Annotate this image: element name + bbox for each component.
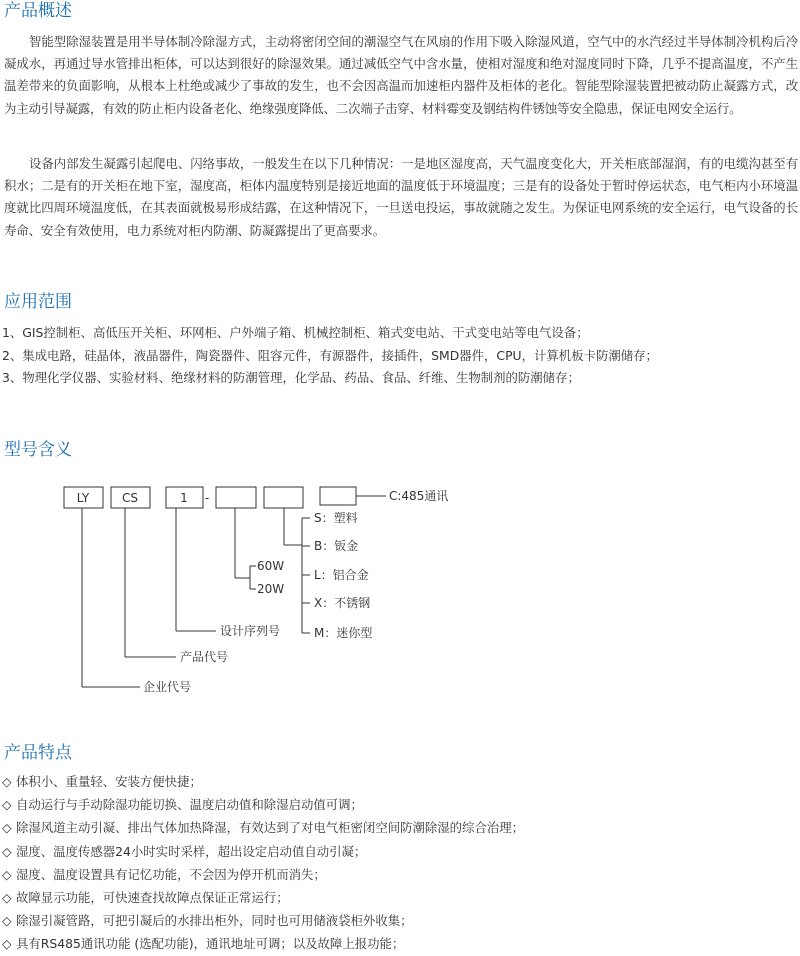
- feature-item: [2, 770, 524, 793]
- application-title: 应用范围: [4, 292, 72, 312]
- model-box-power: [216, 487, 256, 508]
- overview-paragraph-1: 智能型除湿装置是用半导体制冷除湿方式，主动将密闭空间的潮湿空气在风扇的作用下吸入除湿风道，空气中的水汽经过半导体制冷机构后冷凝成水，再通过导水管排出柜体，可以达到很好的除湿效果。通过减低空气中含水量，使相对湿度和绝对湿度同时下降，几乎不提高温度，不产生温差带来的负面影响，从根本上杜绝或减少了事故的发生，也不会因高温而加速柜内器件及柜体的老化。智能型除湿装置把被动防止凝露方式，改为主动引导凝露，有效的防止柜内设备老化、绝缘强度降低、二次端子击穿、材料霉变及钢结构件锈蚀等安全隐患，保证电网安全运行。: [4, 34, 798, 116]
- material-label: X：不锈钢: [314, 596, 371, 610]
- features-list: [2, 770, 524, 956]
- overview-title: 产品概述: [4, 1, 72, 21]
- diamond-bullet-icon: ◇: [2, 913, 12, 929]
- diamond-bullet-icon: ◇: [2, 866, 12, 882]
- feature-item: [2, 886, 524, 909]
- company-code-label: 企业代号: [143, 680, 192, 694]
- feature-item: [2, 932, 524, 955]
- diamond-bullet-icon: ◇: [2, 820, 12, 836]
- model-box-material: [264, 487, 303, 508]
- feature-text: 具有RS485通讯功能 (选配功能)，通讯地址可调；以及故障上报功能；: [16, 936, 405, 952]
- material-label: S：塑料: [314, 511, 358, 525]
- material-label: B：钣金: [314, 539, 359, 553]
- feature-item: [2, 816, 524, 839]
- feature-text: 故障显示功能，可快速查找故障点保证正常运行；: [16, 889, 289, 905]
- model-code-diagram: [0, 476, 800, 706]
- features-title: 产品特点: [4, 743, 72, 763]
- diamond-bullet-icon: ◇: [2, 797, 12, 813]
- serial-label: 设计序列号: [220, 624, 281, 638]
- overview-paragraph-2: 设备内部发生凝露引起爬电、闪络事故，一般发生在以下几种情况：一是地区湿度高，天气温度变化大，开关柜底部湿润，有的电缆沟甚至有积水；二是有的开关柜在地下室，湿度高，柜体内温度特别是接近地面的温度低于环境温度；三是有的设备处于暂时停运状态，电气柜内小环境温度就比四周环境温度低，在其表面就极易形成结露，在这种情况下，一旦送电投运，事故就随之发生。为保证电网系统的安全运行，电气设备的长寿命、安全有效使用，电力系统对柜内防潮、防凝露提出了更高要求。: [4, 156, 798, 238]
- diamond-bullet-icon: ◇: [2, 774, 12, 789]
- power-label: 60W: [257, 559, 285, 573]
- application-item: 1、GIS控制柜、高低压开关柜、环网柜、户外端子箱、机械控制柜、箱式变电站、干式变电站等电气设备；: [2, 325, 589, 340]
- feature-item: [2, 909, 524, 932]
- diamond-bullet-icon: ◇: [2, 936, 12, 952]
- model-title: 型号含义: [4, 440, 72, 460]
- feature-text: 除湿风道主动引凝、排出气体加热降湿，有效达到了对电气柜密闭空间防潮除湿的综合治理；: [16, 820, 525, 836]
- model-box-label: 1: [180, 491, 188, 505]
- product-code-label: 产品代号: [180, 650, 229, 664]
- diamond-bullet-icon: ◇: [2, 889, 12, 905]
- feature-item: [2, 863, 524, 886]
- feature-text: 湿度、温度传感器24小时实时采样，超出设定启动值自动引凝；: [16, 843, 367, 859]
- feature-item: [2, 840, 524, 863]
- power-label: 20W: [257, 582, 285, 596]
- application-list: [2, 322, 658, 390]
- application-item: 2、集成电路，硅晶体，液晶器件，陶瓷器件、阻容元件，有源器件，接插件，SMD器件，CPU，计算机板卡防潮储存；: [2, 347, 658, 363]
- model-dash: -: [204, 491, 210, 505]
- material-label: M：迷你型: [314, 626, 373, 640]
- comm-label: C:485通讯: [389, 489, 449, 503]
- diamond-bullet-icon: ◇: [2, 843, 12, 859]
- feature-text: 自动运行与手动除湿功能切换、温度启动值和除湿启动值可调；: [16, 797, 363, 813]
- application-item: 3、物理化学仪器、实验材料、绝缘材料的防潮管理，化学品、药品、食品、纤维、生物制剂的防潮储存；: [2, 370, 580, 385]
- feature-text: 体积小、重量轻、安装方便快捷；: [16, 774, 202, 789]
- feature-item: [2, 793, 524, 816]
- feature-text: 除湿引凝管路，可把引凝后的水排出柜外，同时也可用储液袋柜外收集；: [16, 913, 413, 929]
- model-box-label: LY: [76, 491, 90, 505]
- model-box-comm: [320, 487, 356, 505]
- feature-text: 湿度、温度设置具有记忆功能，不会因为停开机而消失；: [16, 866, 326, 882]
- material-label: L：铝合金: [314, 568, 369, 582]
- model-box-label: CS: [122, 491, 138, 505]
